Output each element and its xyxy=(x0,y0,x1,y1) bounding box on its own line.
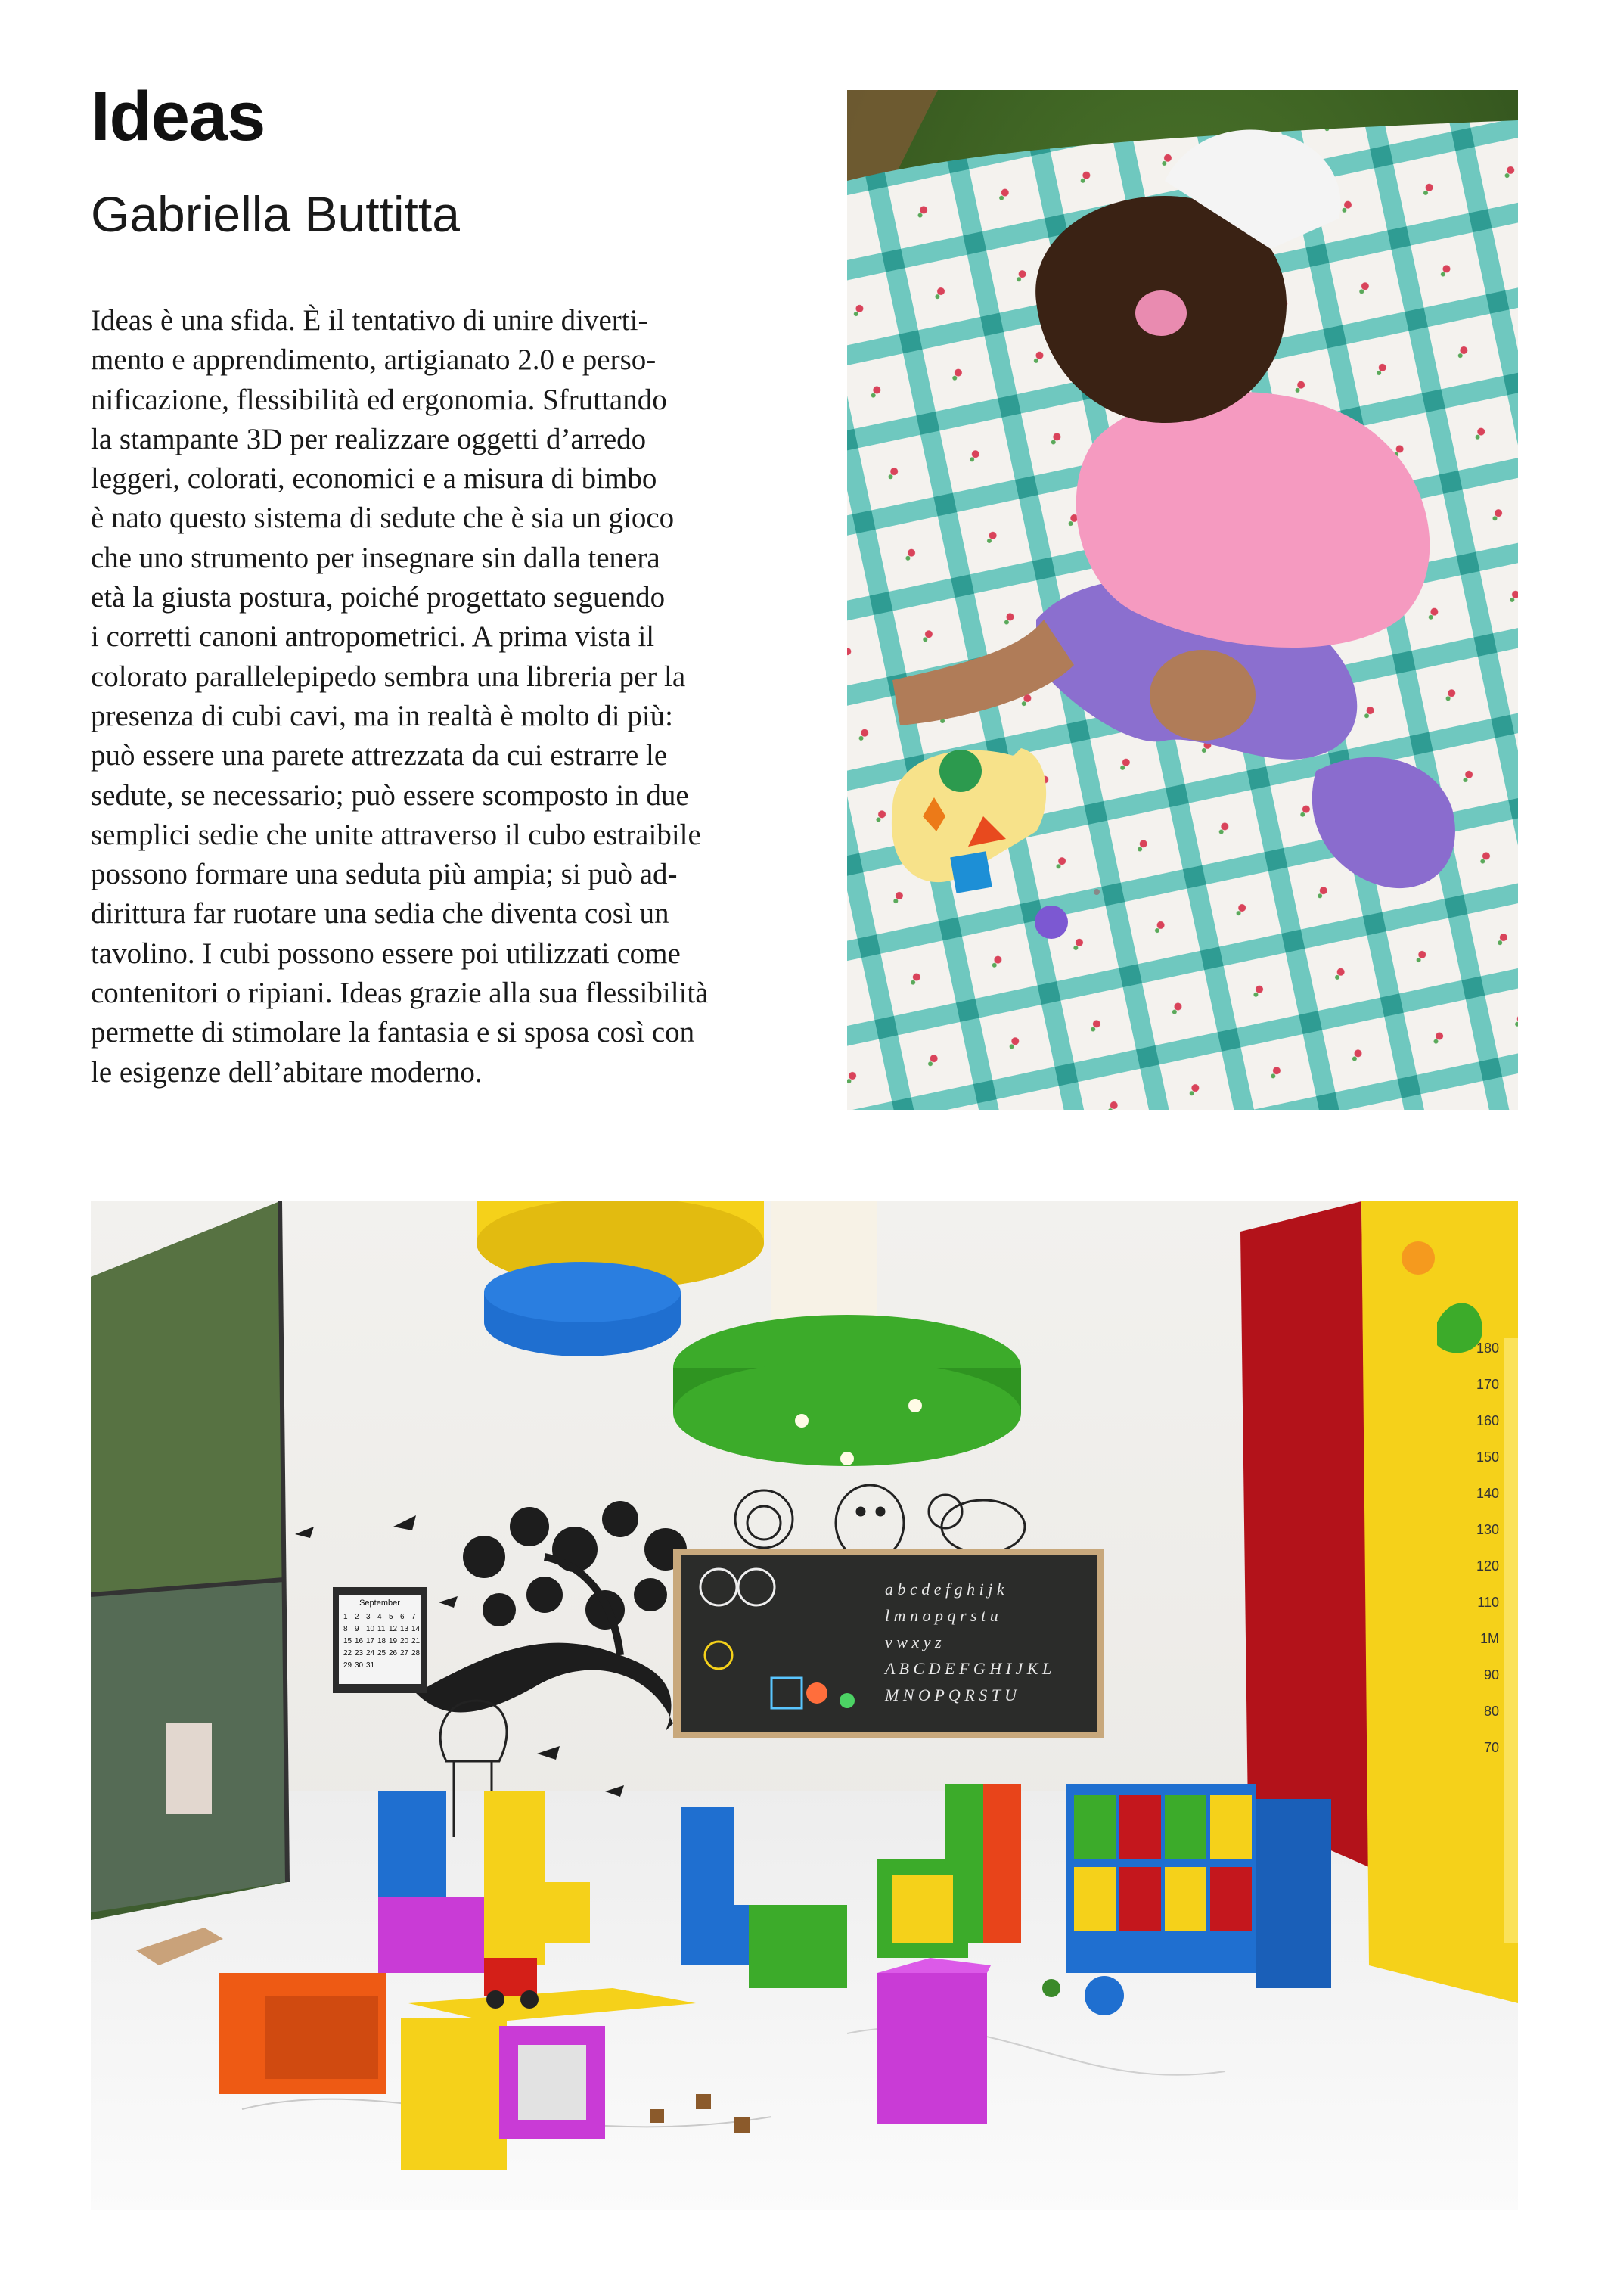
calendar-day: 27 xyxy=(400,1649,409,1658)
height-mark: 180 xyxy=(1476,1341,1499,1356)
chalk-line: A B C D E F G H I J K L xyxy=(885,1659,1052,1678)
calendar-day: 26 xyxy=(389,1649,398,1658)
calendar-day: 24 xyxy=(366,1649,375,1658)
body-line: Ideas è una sfida. È il tentativo di unire diverti- xyxy=(91,304,648,337)
body-line: tavolino. I cubi possono essere poi utilizzati come xyxy=(91,937,681,970)
height-mark: 80 xyxy=(1483,1704,1499,1719)
calendar-day: 5 xyxy=(389,1613,393,1621)
body-line: età la giusta postura, poiché progettato seguendo xyxy=(91,581,666,614)
calendar-day: 29 xyxy=(343,1661,352,1670)
photo-kids-room-render xyxy=(91,1201,1518,2210)
calendar-day: 6 xyxy=(400,1613,405,1621)
calendar-day: 9 xyxy=(355,1625,359,1633)
calendar-day: 14 xyxy=(411,1625,421,1633)
body-line: è nato questo sistema di sedute che è sia un gioco xyxy=(91,502,675,535)
chalk-line: a b c d e f g h i j k xyxy=(885,1580,1004,1599)
article-title: Ideas xyxy=(91,78,265,155)
body-line: contenitori o ripiani. Ideas grazie alla sua flessibilità xyxy=(91,977,709,1010)
body-line: le esigenze dell’abitare moderno. xyxy=(91,1055,483,1089)
height-mark: 150 xyxy=(1476,1449,1499,1465)
calendar-day: 23 xyxy=(355,1649,364,1658)
loose-toy-piece xyxy=(1035,906,1068,939)
calendar-day: 4 xyxy=(377,1613,382,1621)
article-author: Gabriella Buttitta xyxy=(91,186,460,242)
calendar-day: 15 xyxy=(343,1637,352,1645)
body-line: leggeri, colorati, economici e a misura di bimbo xyxy=(91,462,657,496)
body-line: permette di stimolare la fantasia e si sposa così con xyxy=(91,1016,695,1049)
body-line: i corretti canoni antropometrici. A prima vista il xyxy=(91,620,655,654)
body-line: sedute, se necessario; può essere scomposto in due xyxy=(91,778,689,812)
window xyxy=(91,1201,287,1920)
chalk-line: M N O P Q R S T U xyxy=(885,1685,1017,1704)
room-render-illustration xyxy=(91,1201,1518,2210)
body-line: può essere una parete attrezzata da cui estrarre le xyxy=(91,739,668,772)
calendar-day: 7 xyxy=(411,1613,416,1621)
body-line: semplici sedie che unite attraverso il cubo estraibile xyxy=(91,818,701,851)
cube-shelf xyxy=(1066,1784,1331,1988)
calendar-day: 13 xyxy=(400,1625,409,1633)
calendar-day: 8 xyxy=(343,1625,348,1633)
calendar-day: 28 xyxy=(411,1649,421,1658)
body-line: la stampante 3D per realizzare oggetti d’arredo xyxy=(91,422,647,455)
height-mark: 160 xyxy=(1476,1413,1499,1428)
calendar-day: 18 xyxy=(377,1637,386,1645)
chalkboard xyxy=(673,1549,1104,1738)
calendar-day: 3 xyxy=(366,1613,371,1621)
calendar-day: 21 xyxy=(411,1637,421,1645)
calendar-day: 19 xyxy=(389,1637,398,1645)
calendar-day: 1 xyxy=(343,1613,348,1621)
calendar-day: 10 xyxy=(366,1625,375,1633)
height-mark: 70 xyxy=(1483,1740,1499,1755)
calendar-day: 30 xyxy=(355,1661,364,1670)
body-line: presenza di cubi cavi, ma in realtà è molto di più: xyxy=(91,699,673,732)
body-line: dirittura far ruotare una sedia che diventa così un xyxy=(91,897,669,931)
calendar-day: 20 xyxy=(400,1637,409,1645)
chalk-line: v w x y z xyxy=(885,1633,942,1651)
body-line: possono formare una seduta più ampia; si può ad- xyxy=(91,858,678,891)
calendar-day: 16 xyxy=(355,1637,364,1645)
height-mark: 140 xyxy=(1476,1486,1499,1501)
calendar-day: 25 xyxy=(377,1649,386,1658)
height-mark: 90 xyxy=(1483,1667,1499,1682)
calendar-month: September xyxy=(359,1599,400,1608)
photo-child-on-blanket xyxy=(847,90,1518,1110)
photo-child-illustration xyxy=(847,90,1518,1110)
height-mark: 130 xyxy=(1476,1522,1499,1537)
height-mark: 170 xyxy=(1476,1377,1499,1392)
article-body xyxy=(91,301,787,1092)
calendar-day: 12 xyxy=(389,1625,398,1633)
calendar-day: 17 xyxy=(366,1637,375,1645)
body-line: che uno strumento per insegnare sin dalla tenera xyxy=(91,541,660,574)
calendar-day: 11 xyxy=(377,1625,386,1633)
chalk-line: l m n o p q r s t u xyxy=(885,1606,998,1625)
height-mark: 1M xyxy=(1479,1631,1499,1646)
body-line: colorato parallelepipedo sembra una libreria per la xyxy=(91,660,686,693)
calendar-day: 22 xyxy=(343,1649,352,1658)
body-line: mento e apprendimento, artigianato 2.0 e perso- xyxy=(91,343,657,377)
height-mark: 120 xyxy=(1476,1558,1499,1574)
body-line: nificazione, flessibilità ed ergonomia. Sfruttando xyxy=(91,383,667,416)
height-mark: 110 xyxy=(1477,1595,1499,1610)
calendar-day: 31 xyxy=(366,1661,375,1670)
wall-calendar xyxy=(333,1587,427,1693)
calendar-day: 2 xyxy=(355,1613,359,1621)
